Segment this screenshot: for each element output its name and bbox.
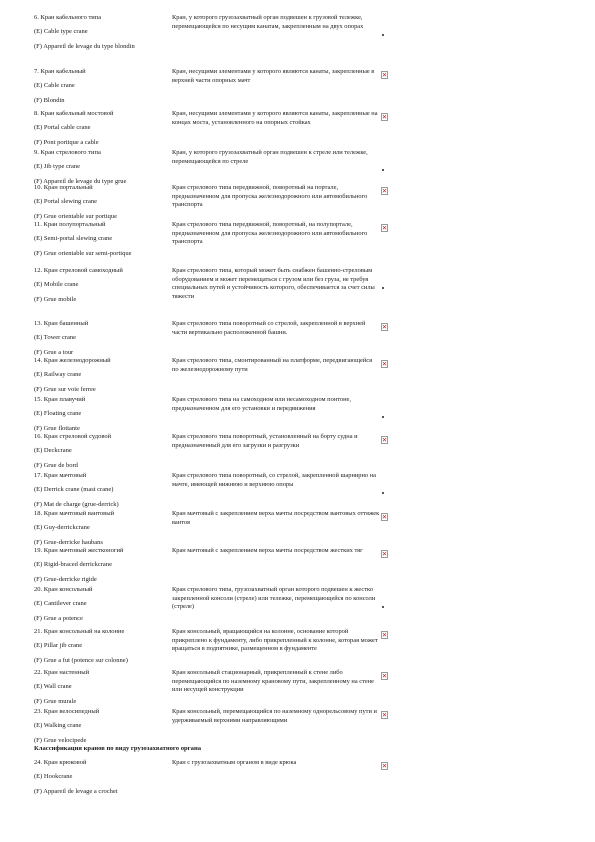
term-names <box>34 472 168 508</box>
term-en: (E) Cantilever crane <box>34 600 87 608</box>
broken-image-icon: ✕ <box>381 436 388 444</box>
term-names <box>34 68 168 104</box>
broken-image-icon: ✕ <box>381 513 388 521</box>
term-ru: 10. Кран портальный <box>34 184 93 191</box>
term-ru: 23. Кран велосипедный <box>34 708 100 715</box>
broken-image-icon: ✕ <box>381 762 388 770</box>
term-ru: 17. Кран мачтовый <box>34 472 87 479</box>
broken-image-icon: ✕ <box>381 187 388 195</box>
broken-image-icon: ✕ <box>381 672 388 680</box>
term-fr: (F) Mat de charge (grue-derrick) <box>34 500 119 508</box>
term-en: (E) Hookcrane <box>34 773 73 781</box>
broken-image-icon: ✕ <box>381 631 388 639</box>
term-ru: 11. Кран полупортальный <box>34 221 106 228</box>
term-en: (E) Floating crane <box>34 410 82 418</box>
term-fr: (F) Blondin <box>34 96 65 104</box>
term-names <box>34 547 168 583</box>
broken-image-icon: ✕ <box>381 224 388 232</box>
term-names <box>34 433 168 469</box>
term-ru: 13. Кран башенный <box>34 320 89 327</box>
term-ru: 14. Кран железнодорожный <box>34 357 111 364</box>
term-ru: 8. Кран кабельный мостовой <box>34 110 114 117</box>
term-names <box>34 14 168 50</box>
term-definition: Кран консольный, вращающийся на колонне, основание которой прикреплено к фундаменту, либо прикрепленный к колонне, которая может вращаться в подпятнике, размещенном в фундаменте <box>172 628 378 653</box>
term-en: (E) Jib type crane <box>34 163 81 171</box>
term-fr: (F) Grue orientable sur semi-portique <box>34 249 132 257</box>
term-definition: Кран стрелового типа, который может быть снабжен башенно-стреловым оборудованием и может перемещаться с грузом или без груза, не требуя специальных путей и устойчивость которого, обеспечивается за счет силы тяжести <box>172 267 375 300</box>
term-definition: Кран стрелового типа передвижной, поворотный, на полупортале, предназначенном для пропуска железнодорожного или автомобильного транспорта <box>172 221 368 246</box>
term-definition: Кран стрелового типа поворотный со стрелой, закрепленной в верхней части вертикально расположенной башни. <box>172 320 366 336</box>
term-definition: Кран стрелового типа поворотный, со стрелой, закрепленной шарнирно на мачте, имеющей нижнюю и верхнюю опоры <box>172 472 376 488</box>
term-en: (E) Deckcrane <box>34 447 72 455</box>
term-en: (E) Walking crane <box>34 722 82 730</box>
bullet-dot <box>382 416 384 418</box>
broken-image-icon: ✕ <box>381 71 388 79</box>
term-en: (E) Mobile crane <box>34 281 79 289</box>
term-definition: Кран мачтовый с закреплением верха мачты посредством вантовых оттяжек вантов <box>172 510 380 526</box>
term-definition: Кран, у которого грузозахватный орган подвешен к стреле или тележке, перемещающейся по стреле <box>172 149 368 165</box>
term-definition: Кран, несущими элементами у которого являются канаты, закрепленные в верхней части опорных мачт <box>172 68 375 84</box>
term-fr: (F) Grue-derricke rigide <box>34 575 97 583</box>
term-names <box>34 586 168 622</box>
term-en: (E) Portal slewing crane <box>34 198 97 206</box>
term-fr: (F) Grue flottante <box>34 424 80 432</box>
broken-image-icon: ✕ <box>381 360 388 368</box>
term-fr: (F) Appareil de levage du type grue <box>34 177 127 185</box>
term-fr: (F) Grue murale <box>34 697 77 705</box>
term-ru: 21. Кран консольный на колонне <box>34 628 125 635</box>
term-names <box>34 184 168 220</box>
term-names <box>34 708 168 744</box>
term-names <box>34 628 168 664</box>
term-fr: (F) Grue a potence <box>34 614 83 622</box>
term-fr: (F) Pont portique a cable <box>34 138 99 146</box>
term-definition: Кран стрелового типа, грузозахватный орган которого подвешен к жестко закрепленной консоли (стреле) или тележке, перемещающейся по консоли (стреле) <box>172 586 376 611</box>
term-ru: 20. Кран консольный <box>34 586 93 593</box>
section-heading: Классификация кранов по виду грузозахватного органа <box>34 745 202 752</box>
term-en: (E) Cable type crane <box>34 28 88 36</box>
broken-image-icon: ✕ <box>381 113 388 121</box>
term-names <box>34 357 168 393</box>
term-fr: (F) Grue velocipede <box>34 736 87 744</box>
term-en: (E) Rigid-braced derrickcrane <box>34 561 112 569</box>
bullet-dot <box>382 287 384 289</box>
term-fr: (F) Grue a fut (potence sur colonne) <box>34 656 128 664</box>
term-fr: (F) Grue sur voie ferree <box>34 385 96 393</box>
term-definition: Кран, у которого грузозахватный орган подвешен к грузовой тележке, перемещающейся по несущим канатам, закрепленным на двух опорах <box>172 14 364 30</box>
term-fr: (F) Grue a tour <box>34 348 74 356</box>
term-ru: 19. Кран мачтовый жестконогий <box>34 547 124 554</box>
term-en: (E) Wall crane <box>34 683 72 691</box>
term-definition: Кран консольный стационарный, прикрепленный к стене либо перемещающийся по наземному крановому пути, закрепленному на стене или несущей конструкции <box>172 669 374 694</box>
term-ru: 12. Кран стреловой самоходный <box>34 267 123 274</box>
term-en: (E) Derrick crane (mast crane) <box>34 486 114 494</box>
term-fr: (F) Appareil de levage a crochet <box>34 787 118 795</box>
term-ru: 24. Кран крюковой <box>34 759 87 766</box>
bullet-dot <box>382 169 384 171</box>
term-names <box>34 110 168 146</box>
term-en: (E) Railway crane <box>34 371 82 379</box>
term-fr: (F) Grue de bord <box>34 461 78 469</box>
term-ru: 15. Кран плавучий <box>34 396 86 403</box>
term-ru: 18. Кран мачтовый вантовый <box>34 510 115 517</box>
broken-image-icon: ✕ <box>381 550 388 558</box>
bullet-dot <box>382 492 384 494</box>
term-en: (E) Guy-derrickcrane <box>34 524 90 532</box>
term-names <box>34 669 168 705</box>
term-definition: Кран мачтовый с закреплением верха мачты посредством жестких тяг <box>172 547 363 554</box>
term-definition: Кран стрелового типа передвижной, поворотный на портале, предназначенном для пропуска железнодорожного или автомобильного транспорта <box>172 184 368 209</box>
term-ru: 6. Кран кабельного типа <box>34 14 102 21</box>
broken-image-icon: ✕ <box>381 323 388 331</box>
term-fr: (F) Grue mobile <box>34 295 77 303</box>
bullet-dot <box>382 606 384 608</box>
term-definition: Кран с грузозахватным органом в виде крюка <box>172 759 297 766</box>
term-definition: Кран стрелового типа поворотный, установленный на борту судна и предназначенный для его загрузки и разгрузки <box>172 433 358 449</box>
broken-image-icon: ✕ <box>381 711 388 719</box>
term-en: (E) Portal cable crane <box>34 124 91 132</box>
term-names <box>34 320 168 356</box>
term-ru: 9. Кран стрелового типа <box>34 149 101 156</box>
term-definition: Кран, несущими элементами у которого являются канаты, закрепленные на концах моста, установленного на опорных стойках <box>172 110 378 126</box>
term-definition: Кран стрелового типа на самоходном или несамоходном понтоне, предназначенном для его установки и передвижения <box>172 396 351 412</box>
term-names <box>34 267 168 303</box>
term-en: (E) Pillar jib crane <box>34 642 83 650</box>
term-en: (E) Tower crane <box>34 334 77 342</box>
term-fr: (F) Grue orientable sur portique <box>34 212 118 220</box>
term-en: (E) Semi-portal slewing crane <box>34 235 113 243</box>
term-names <box>34 510 168 546</box>
term-ru: 16. Кран стреловой судовой <box>34 433 112 440</box>
bullet-dot <box>382 34 384 36</box>
term-names <box>34 759 168 795</box>
term-names <box>34 221 168 257</box>
term-fr: (F) Grue-derricke haubans <box>34 538 103 546</box>
term-ru: 22. Кран настенный <box>34 669 90 676</box>
term-ru: 7. Кран кабельный <box>34 68 86 75</box>
term-definition: Кран стрелового типа, смонтированный на платформе, передвигающейся по железнодорожному пути <box>172 357 373 373</box>
term-fr: (F) Appareil de levage du type blondin <box>34 42 135 50</box>
term-definition: Кран консольный, перемещающийся по наземному однорельсовому пути и удерживаемый верхними направляющими <box>172 708 377 724</box>
term-names <box>34 149 168 185</box>
term-en: (E) Cable crane <box>34 82 75 90</box>
term-names <box>34 396 168 432</box>
